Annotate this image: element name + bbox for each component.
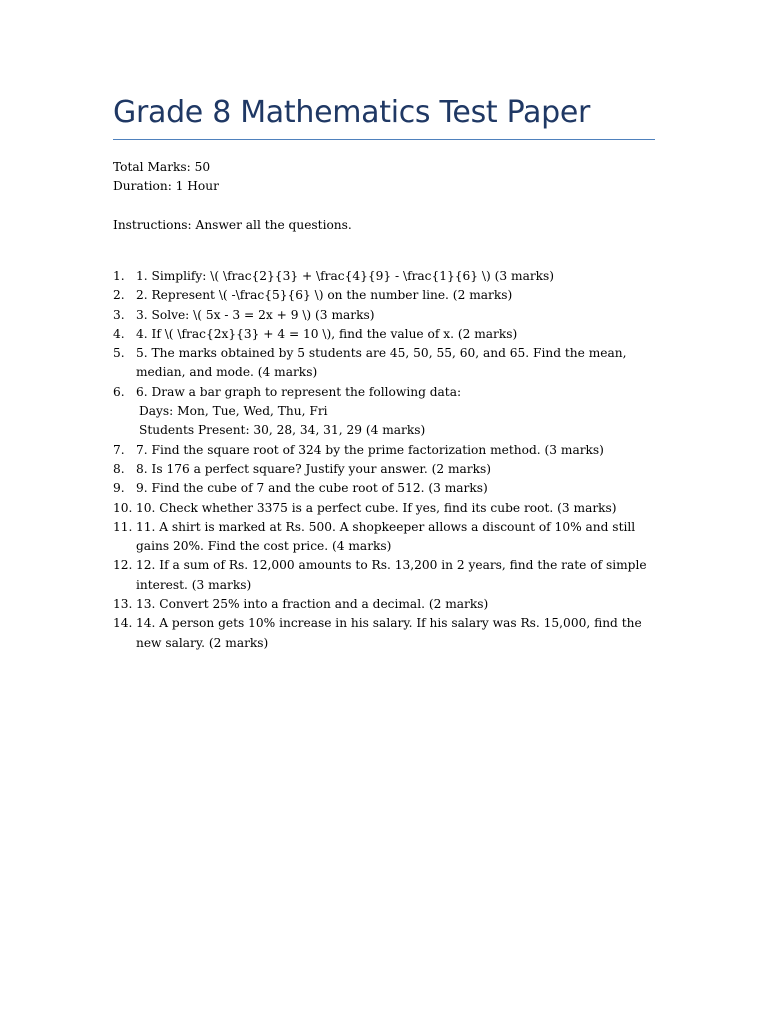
question-item xyxy=(113,595,653,614)
question-item xyxy=(113,479,653,498)
question-text: 13. Convert 25% into a fraction and a decimal. (2 marks) xyxy=(136,597,489,612)
total-marks: Total Marks: 50 xyxy=(113,160,211,174)
question-list xyxy=(113,267,653,653)
question-number: 6. xyxy=(113,384,125,399)
question-number: 10. xyxy=(113,500,133,515)
question-item xyxy=(113,441,653,460)
question-text: 7. Find the square root of 324 by the prime factorization method. (3 marks) xyxy=(136,442,604,457)
question-text: 5. The marks obtained by 5 students are 45, 50, 55, 60, and 65. Find the mean, median, and mode. (4 marks) xyxy=(136,346,627,380)
exam-meta xyxy=(113,158,655,197)
question-text: 3. Solve: \( 5x - 3 = 2x + 9 \) (3 marks) xyxy=(136,307,375,322)
question-number: 4. xyxy=(113,326,125,341)
question-item xyxy=(113,344,653,383)
question-number: 9. xyxy=(113,481,125,496)
question-text: 2. Represent \( -\frac{5}{6} \) on the number line. (2 marks) xyxy=(136,288,513,303)
question-number: 13. xyxy=(113,597,133,612)
question-item xyxy=(113,499,653,518)
question-text: 14. A person gets 10% increase in his salary. If his salary was Rs. 15,000, find the new salary. (2 marks) xyxy=(136,616,642,650)
question-number: 14. xyxy=(113,616,133,631)
question-number: 3. xyxy=(113,307,125,322)
question-number: 8. xyxy=(113,461,125,476)
question-data-students: Students Present: 30, 28, 34, 31, 29 (4 marks) xyxy=(139,423,426,438)
question-text: 10. Check whether 3375 is a perfect cube. If yes, find its cube root. (3 marks) xyxy=(136,500,617,515)
question-item xyxy=(113,460,653,479)
question-number: 12. xyxy=(113,558,133,573)
question-text: 9. Find the cube of 7 and the cube root of 512. (3 marks) xyxy=(136,481,488,496)
question-text: 6. Draw a bar graph to represent the following data: xyxy=(136,384,462,399)
question-number: 2. xyxy=(113,288,125,303)
question-number: 1. xyxy=(113,269,125,283)
instructions: Instructions: Answer all the questions. xyxy=(113,218,352,232)
question-text: 11. A shirt is marked at Rs. 500. A shopkeeper allows a discount of 10% and still gains 20%. Find the cost price. (4 marks) xyxy=(136,519,636,554)
page-title: Grade 8 Mathematics Test Paper xyxy=(113,95,591,130)
question-item xyxy=(113,267,653,286)
question-item xyxy=(113,325,653,344)
question-number: 5. xyxy=(113,346,125,361)
question-text: 4. If \( \frac{2x}{3} + 4 = 10 \), find the value of x. (2 marks) xyxy=(136,326,518,341)
question-data-days: Days: Mon, Tue, Wed, Thu, Fri xyxy=(139,404,328,419)
question-text: 8. Is 176 a perfect square? Justify your answer. (2 marks) xyxy=(136,461,492,476)
question-item xyxy=(113,614,653,653)
question-number: 7. xyxy=(113,442,125,457)
question-item xyxy=(113,556,653,595)
question-item xyxy=(113,306,653,325)
title-underline xyxy=(113,139,655,140)
question-item xyxy=(113,383,653,441)
question-text: 1. Simplify: \( \frac{2}{3} + \frac{4}{9} - \frac{1}{6} \) (3 marks) xyxy=(136,269,555,283)
question-number: 11. xyxy=(113,519,133,534)
question-item xyxy=(113,286,653,305)
question-item xyxy=(113,518,653,557)
duration: Duration: 1 Hour xyxy=(113,179,219,194)
question-text: 12. If a sum of Rs. 12,000 amounts to Rs. 13,200 in 2 years, find the rate of simple interest. (3 marks) xyxy=(136,558,647,592)
